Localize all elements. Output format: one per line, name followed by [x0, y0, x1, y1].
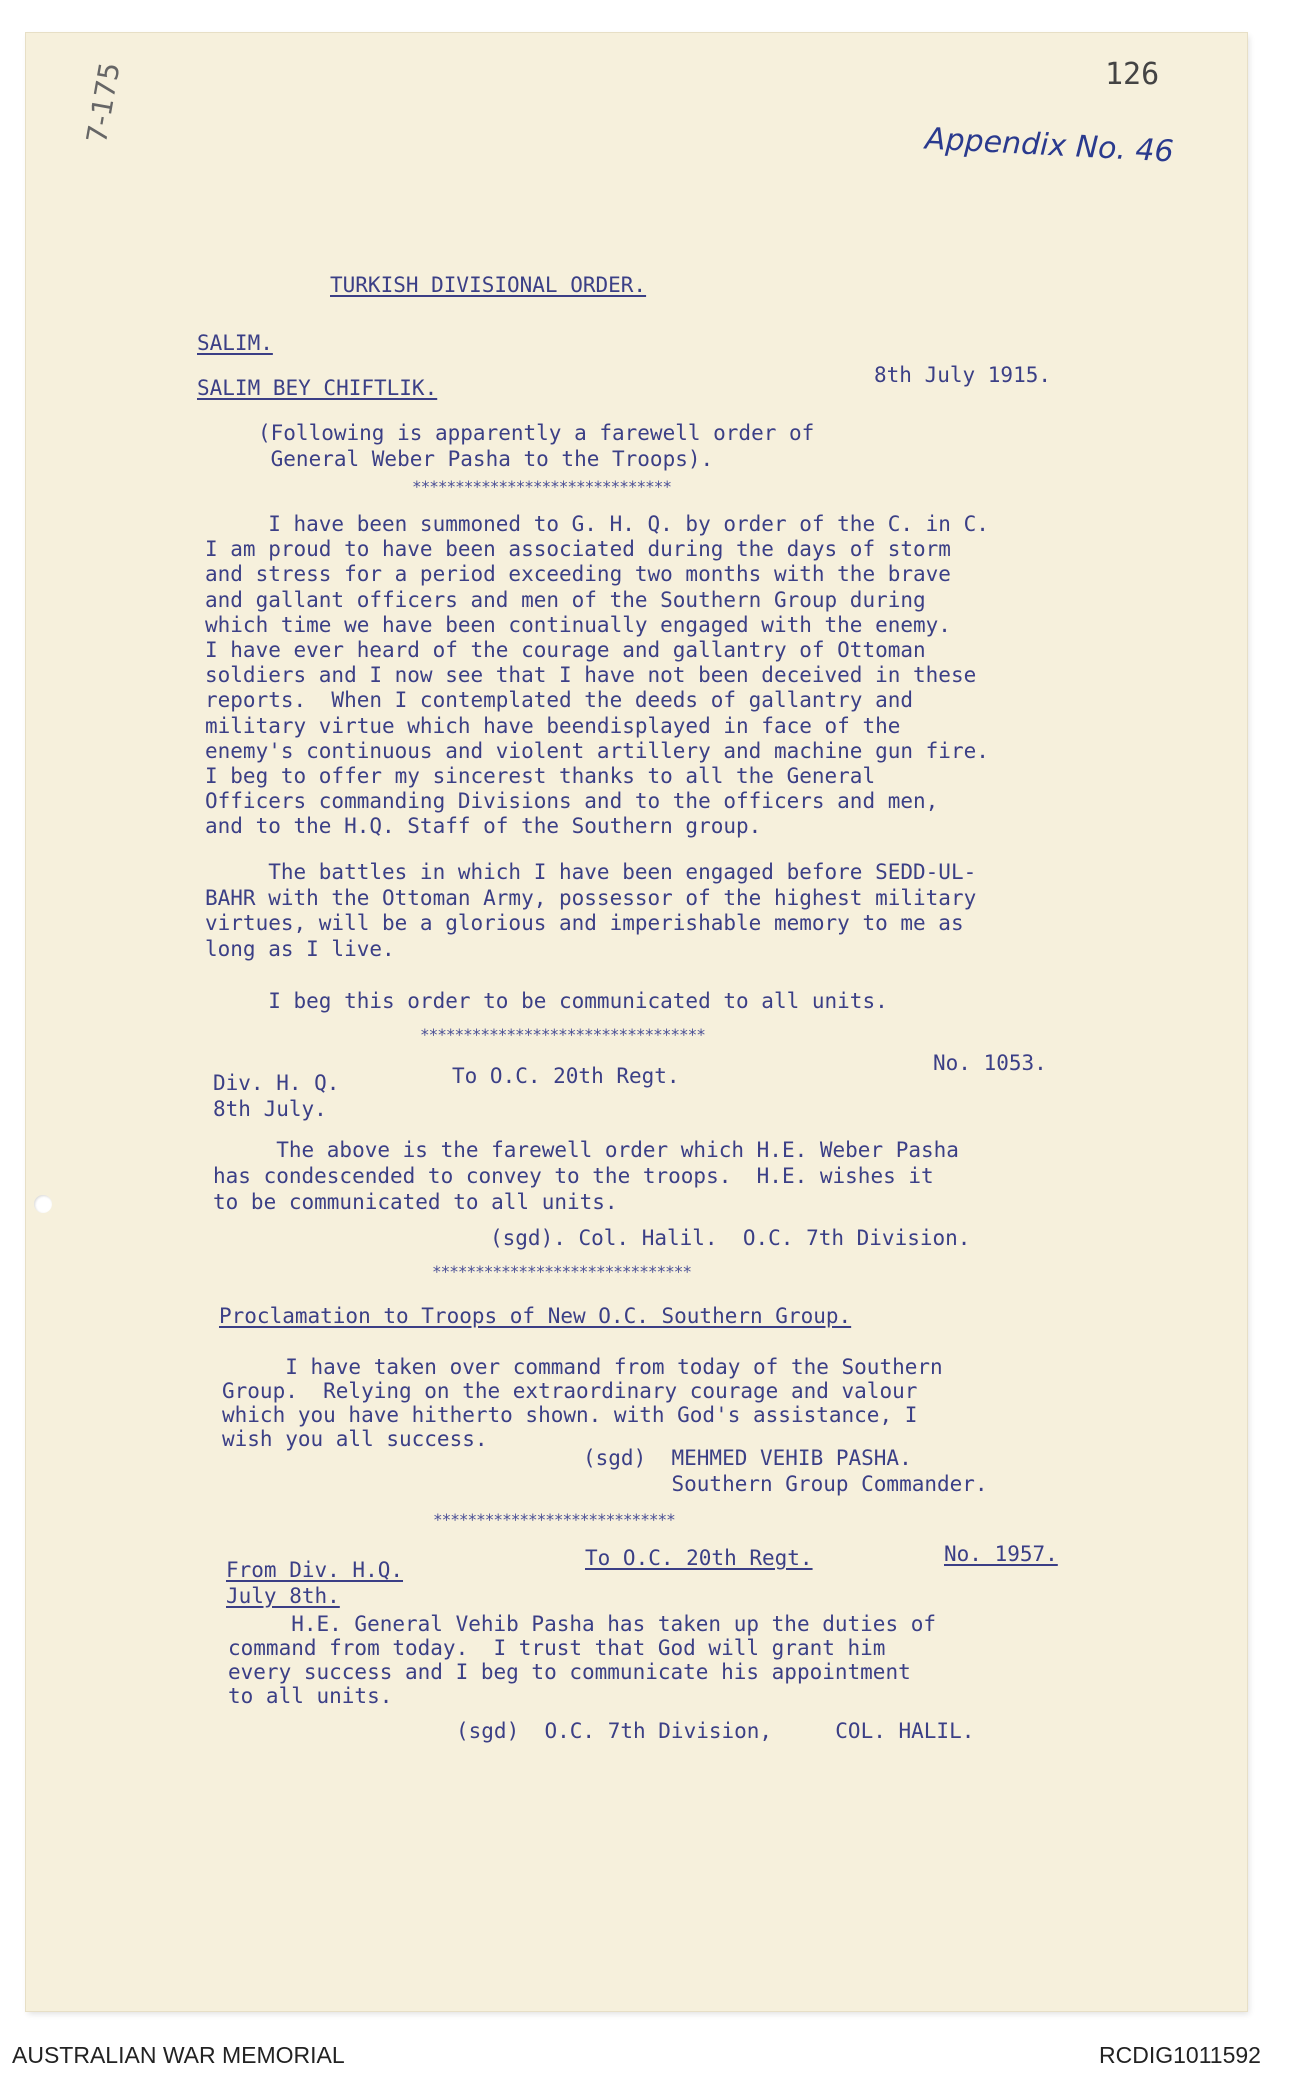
place-line-2: SALIM BEY CHIFTLIK. — [197, 376, 438, 400]
hq-2-from: From Div. H.Q. July 8th. — [226, 1558, 404, 1608]
footer-left: AUSTRALIAN WAR MEMORIAL — [12, 2042, 345, 2068]
hq-1-from: Div. H. Q. 8th July. — [213, 1071, 340, 1121]
separator-3: ****************************** — [432, 1262, 691, 1281]
page-number: 126 — [1105, 57, 1160, 92]
paragraph-6: H.E. General Vehib Pasha has taken up the duties of command from today. I trust that God will grant him every success and I beg to communicate his appointment to all units. — [228, 1612, 937, 1708]
margin-note: 7-175 — [80, 59, 127, 146]
separator-1: ****************************** — [412, 477, 671, 496]
paragraph-3: I beg this order to be communicated to all units. — [205, 989, 888, 1013]
document-date: 8th July 1915. — [874, 363, 1052, 387]
signature-1: (sgd). Col. Halil. O.C. 7th Division. — [490, 1226, 971, 1250]
proclamation-title: Proclamation to Troops of New O.C. Southern Group. — [219, 1304, 852, 1328]
separator-2: ********************************* — [420, 1025, 705, 1044]
signature-3: (sgd) O.C. 7th Division, COL. HALIL. — [456, 1719, 975, 1743]
paragraph-4: The above is the farewell order which H.E. Weber Pasha has condescended to convey to the troops. H.E. wishes it to be communicated to all units. — [213, 1138, 959, 1214]
paragraph-1: I have been summoned to G. H. Q. by order of the C. in C. I am proud to have been associated during the days of storm and stress for a period exceeding two months with the brave and gallant officers and men of the Southern Group during which time we have been continually engaged with the enemy. I have ever heard of the courage and gallantry of Ottoman soldiers and I now see that I have not been deceived in these reports. When I contemplated the deeds of gallantry and military virtue which have beendisplayed in face of the enemy's continuous and violent artillery and machine gun fire. I beg to offer my sincerest thanks to all the General Officers commanding Divisions and to the officers and men, and to the H.Q. Staff of the Southern group. — [205, 512, 989, 839]
signature-2: (sgd) MEHMED VEHIB PASHA. Southern Group Commander. — [583, 1446, 988, 1496]
punch-hole — [34, 1195, 52, 1213]
document-title: TURKISH DIVISIONAL ORDER. — [330, 273, 647, 297]
paragraph-5: I have taken over command from today of the Southern Group. Relying on the extraordinary courage and valour which you have hitherto shown. with God's assistance, I wish you all success. — [222, 1355, 943, 1451]
paragraph-2: The battles in which I have been engaged before SEDD-UL- BAHR with the Ottoman Army, possessor of the highest military virtues, will be a glorious and imperishable memory to me as long as I live. — [205, 860, 977, 961]
hq-2-to: To O.C. 20th Regt. — [585, 1546, 813, 1570]
hq-1-number: No. 1053. — [933, 1051, 1047, 1075]
separator-4: **************************** — [433, 1510, 675, 1529]
footer-right: RCDIG1011592 — [1099, 2042, 1261, 2068]
appendix-note: Appendix No. 46 — [924, 121, 1175, 170]
hq-1-to: To O.C. 20th Regt. — [452, 1064, 680, 1088]
hq-2-number: No. 1957. — [944, 1542, 1058, 1566]
intro-note: (Following is apparently a farewell order of General Weber Pasha to the Troops). — [258, 421, 815, 471]
place-line-1: SALIM. — [197, 331, 273, 355]
